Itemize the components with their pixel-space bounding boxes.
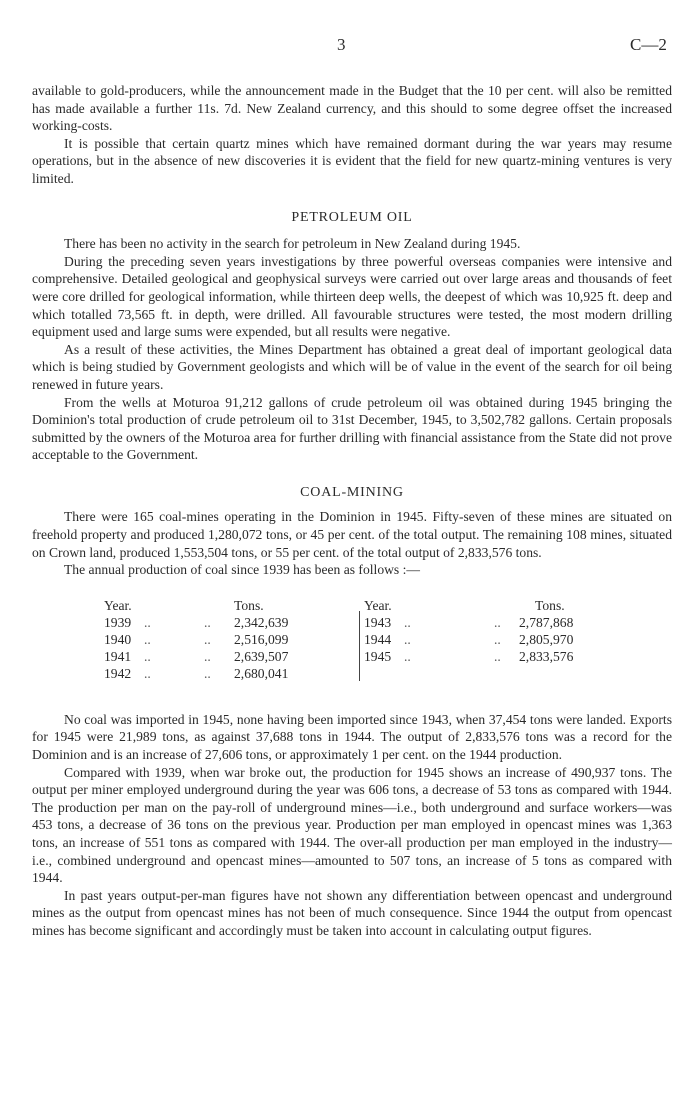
- leader-dots: ..: [404, 614, 411, 630]
- leader-dots: ..: [204, 631, 211, 647]
- year-cell: 1940: [104, 631, 132, 647]
- paragraph: It is possible that certain quartz mines which have remained dormant during the war years may resume operations, but in the absence of new discoveries it is evident that the field for new quartz-mining ventures is very limited.: [32, 135, 672, 186]
- column-divider: [359, 611, 360, 681]
- table-intro: The annual production of coal since 1939 has been as follows :—: [64, 562, 420, 578]
- table-row: [364, 631, 614, 648]
- leader-dots: ..: [144, 631, 151, 647]
- year-cell: 1944: [364, 631, 392, 647]
- table-row: [104, 665, 334, 682]
- year-cell: 1943: [364, 614, 392, 630]
- table-row: [104, 614, 334, 631]
- leader-dots: ..: [144, 665, 151, 681]
- table-column-right: [364, 597, 614, 665]
- table-row: [104, 631, 334, 648]
- paragraph: There has been no activity in the search for petroleum in New Zealand during 1945.: [64, 236, 521, 252]
- table-header: [364, 597, 614, 614]
- year-cell: 1941: [104, 648, 132, 664]
- tons-cell: 2,342,639: [234, 614, 289, 630]
- tons-cell: 2,680,041: [234, 665, 289, 681]
- paragraph: During the preceding seven years investigations by three powerful overseas companies were intensive and comprehensive. Detailed geological and geophysical surveys were carried out over large areas and thousands of feet were core drilled for geological information, while thirteen deep wells, the deepest of which was 10,925 ft. deep and which totalled 73,565 ft. in depth, were drilled. All favourable structures were tested, the most modern drilling equipment used and large sums were expended, but all results were negative.: [32, 253, 672, 340]
- tons-cell: 2,516,099: [234, 631, 289, 647]
- year-header: Year.: [364, 597, 392, 613]
- series-code: C—2: [630, 35, 667, 54]
- tons-cell: 2,639,507: [234, 648, 289, 664]
- tons-cell: 2,833,576: [519, 648, 574, 664]
- tons-cell: 2,787,868: [519, 614, 574, 630]
- tons-cell: 2,805,970: [519, 631, 574, 647]
- leader-dots: ..: [204, 665, 211, 681]
- year-cell: 1942: [104, 665, 132, 681]
- leader-dots: ..: [204, 648, 211, 664]
- paragraph: In past years output-per-man figures have not shown any differentiation between opencast and underground mines as the output from opencast mines has not been of much consequence. Since 1944 the output from opencast mines has become significant and accordingly must be taken into account in calculating output figures.: [32, 887, 672, 938]
- year-cell: 1945: [364, 648, 392, 664]
- paragraph: As a result of these activities, the Mines Department has obtained a great deal of important geological data which is being studied by Government geologists and which will be of value in the event of the search for oil being renewed in future years.: [32, 341, 672, 392]
- paragraph: No coal was imported in 1945, none having been imported since 1943, when 37,454 tons were landed. Exports for 1945 were 21,989 tons, as against 37,688 tons in 1944. The output of 2,833,576 tons was a record for the Dominion and is an increase of 27,606 tons, or approximately 1 per cent. on the 1944 production.: [32, 711, 672, 763]
- body-text: [32, 82, 672, 940]
- tons-header: Tons.: [234, 597, 264, 613]
- table-row: [364, 614, 614, 631]
- paragraph: available to gold-producers, while the announcement made in the Budget that the 10 per cent. will also be remitted has made available a further 11s. 7d. New Zealand currency, and this should to some degree offset the increased working-costs.: [32, 83, 672, 134]
- leader-dots: ..: [404, 648, 411, 664]
- page-number: 3: [337, 35, 346, 54]
- table-row: [364, 648, 614, 665]
- paragraph: Compared with 1939, when war broke out, the production for 1945 shows an increase of 490,937 tons. The output per miner employed underground during the year was 606 tons, a decrease of 53 tons as compared with 1944. The production per man on the pay-roll of underground mines—i.e., both underground and surface workers—was 453 tons, a decrease of 36 tons on the previous year. Production per man employed in opencast mines was 1,363 tons, an increase of 551 tons as compared with 1944. The over-all production per man employed in the industry—i.e., combined underground and opencast mines—amounted to 507 tons, an increase of 5 tons as compared with 1944.: [32, 764, 672, 886]
- year-cell: 1939: [104, 614, 132, 630]
- table-header: [104, 597, 334, 614]
- section-heading-coal: COAL-MINING: [300, 484, 404, 500]
- paragraph: From the wells at Moturoa 91,212 gallons of crude petroleum oil was obtained during 1945 bringing the Dominion's total production of crude petroleum oil to 31st December, 1945, to 3,502,782 gallons. Certain proposals submitted by the owners of the Moturoa area for further drilling with financial assistance from the State did not prove acceptable to the Government.: [32, 394, 672, 463]
- page-header: [0, 36, 700, 58]
- coal-production-table: [32, 585, 672, 711]
- tons-header: Tons.: [535, 597, 565, 613]
- table-row: [104, 648, 334, 665]
- year-header: Year.: [104, 597, 132, 613]
- leader-dots: ..: [204, 614, 211, 630]
- section-heading-petroleum: PETROLEUM OIL: [291, 209, 413, 225]
- leader-dots: ..: [494, 614, 501, 630]
- table-column-left: [104, 597, 334, 682]
- leader-dots: ..: [144, 614, 151, 630]
- leader-dots: ..: [494, 631, 501, 647]
- leader-dots: ..: [144, 648, 151, 664]
- leader-dots: ..: [494, 648, 501, 664]
- paragraph: There were 165 coal-mines operating in the Dominion in 1945. Fifty-seven of these mines are situated on freehold property and produced 1,280,072 tons, or 45 per cent. of the total output. The remaining 108 mines, situated on Crown land, produced 1,553,504 tons, or 55 per cent. of the total output of 2,833,576 tons.: [32, 509, 672, 560]
- leader-dots: ..: [404, 631, 411, 647]
